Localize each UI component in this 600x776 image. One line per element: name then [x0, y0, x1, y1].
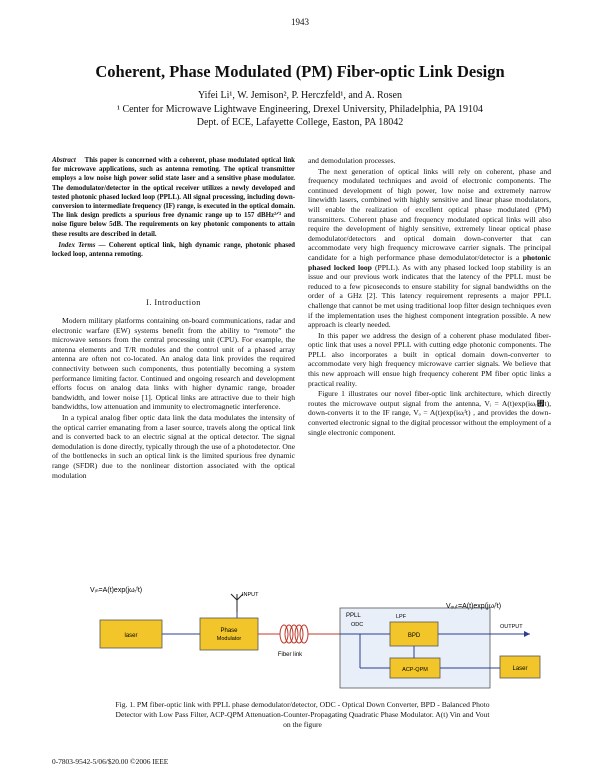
affiliation-2: Dept. of ECE, Lafayette College, Easton, PA 18042: [196, 116, 404, 128]
section-heading: I. Introduction: [146, 298, 201, 307]
caption-line-1: Fig. 1. PM fiber-optic link with PPLL phase demodulator/detector, ODC - Optical Down Converter, BPD - Balanced Photo: [115, 700, 490, 709]
pm-label-1: Phase: [220, 628, 238, 634]
output-label: OUTPUT: [500, 624, 523, 630]
caption-line-2: Detector with Low Pass Filter, ACP-QPM Attenuation-Counter-Propagating Quadratic Phase Modulator. A(t) Vin and Vout: [115, 710, 490, 719]
introduction-column: [52, 316, 295, 481]
page-number: 1943: [291, 17, 309, 27]
pm-label-2: Modulator: [216, 636, 242, 642]
affiliation-1: ¹ Center for Microwave Lightwave Engineering, Drexel University, Philadelphia, PA 19104: [116, 104, 484, 115]
local-laser-label: Laser: [512, 666, 528, 672]
lpf-label: LPF: [396, 614, 407, 620]
ppll-label: PPLL: [346, 613, 361, 619]
right-paragraph-1: [308, 167, 551, 330]
index-terms-label: Index Terms: [58, 241, 96, 249]
abstract-paragraph: [52, 156, 295, 239]
input-label: INPUT: [242, 592, 259, 598]
abstract: [52, 156, 295, 259]
figure-caption: [60, 700, 545, 730]
bpd-label: BPD: [407, 633, 421, 639]
right-paragraph-3: Figure 1 illustrates our novel fiber-optic link architecture, which directly routes the microwave output signal from the antenna, Vᵢ = A(t)exp(iωᵣ₟t), down-converts it to the IF range, Vₒ = A(t)exp(iωᵢᶠt) , and provides the down-converted electronic signal to the digital processor without the employment of a single electronic component.: [308, 389, 551, 437]
vin-label: Vᵢₙ=A(t)exp(jωᵣᶠt): [90, 587, 143, 594]
abstract-label: Abstract: [52, 157, 76, 164]
vout-label: Vₒᵤₜ=A(t)exp(jωᵢᶠt): [446, 603, 502, 610]
odc-label: ODC: [351, 622, 364, 628]
laser-label: laser: [124, 633, 138, 639]
right-paragraph-0: and demodulation processes.: [308, 156, 396, 165]
output-arrow-icon: [524, 631, 530, 637]
phase-modulator-block: [200, 618, 258, 650]
ppll-term: photonic phased locked loop: [308, 252, 551, 272]
right-paragraph-2: In this paper we address the design of a coherent phase modulated fiber-optic link that uses a novel PPLL with cutting edge photonic components. The PPLL also incorporates a built in optical domain down-converter to accommodate very high frequency microwave carrier signals. We believe that this new approach will ensue high frequency coherent PM fiber optic links a practical reality.: [308, 330, 551, 388]
right-paragraph-1-a: The next generation of optical links will rely on coherent, phase and frequency modulated techniques and avoid of electronic components. The continued development of high power, low noise and extremely narrow linewidth lasers, combined with highly sensitive and linear phase modulators, will enable the realization of excellent optical phase modulated (PM) transmitters. Coherent phase and frequency modulated optical links will also require the development of highly sensitive, extremely linear optical phase demodulator/detectors and optical domain down-converter that can accommodate very high frequency microwave carrier signals. The principal candidate for a high performance phase demodulator/detector is a: [308, 166, 551, 262]
intro-paragraph-1: Modern military platforms containing on-board communications, radar and electronic warfare (EW) systems benefit from the ability to “remote” the microwave sensors from the central processing unit (CPU). For example, the antenna elements and T/R modules and the control unit of a phased array antenna are often not co-located. An analog data link provides the required connectivity between such components, thus potentially becoming a system performance limiting factor. Continued and ongoing research and development efforts focus on analog data links with higher dynamic range, broader bandwidth, and lower noise [1]. Optical links are attractive due to their high bandwidths, low attenuation and immunity to electromagnetic interference.: [52, 316, 295, 412]
right-column: [308, 156, 551, 438]
figure-1-diagram: [90, 582, 550, 692]
index-terms-text: — Coherent optical link, high dynamic range, photonic phased locked loop, antenna remoting.: [52, 241, 295, 259]
paper-title: Coherent, Phase Modulated (PM) Fiber-optic Link Design: [95, 62, 505, 81]
abstract-text: This paper is concerned with a coherent, phase modulated optical link for microwave applications, such as antenna remoting. The optical transmitter employs a low noise high power solid state laser and a sensitive phase modulator. The demodulator/detector in the optical receiver utilizes a newly developed and tested photonic phased locked loop (PPLL). All signal processing, including down-conversion to intermediate frequency (IF) range, is executed in the optical domain. The link design predicts a spurious free dynamic range up to 157 dBHz²ᐟ³ and noise figure below 5dB. The requirements on key photonic components to attain these results are described in detail.: [52, 157, 295, 238]
copyright-footer: 0-7803-9542-5/06/$20.00 ©2006 IEEE: [52, 757, 169, 766]
fiber-label: Fiber link: [277, 652, 303, 658]
index-terms: [52, 241, 295, 259]
acp-qpm-label: ACP-QPM: [402, 667, 428, 673]
author-list: Yifei Li¹, W. Jemison², P. Herczfeld¹, and A. Rosen: [198, 90, 402, 101]
affiliations: [20, 104, 580, 129]
intro-paragraph-2: In a typical analog fiber optic data link the data modulates the intensity of the optical carrier emanating from a laser source, travels along the optical link and is converted back to an electric signal at the optical detector. The signal demodulation is done directly, typically through the use of a photodetector. One of the bottlenecks in such an optical link is the limited spurious free dynamic range (SFDR) due to the nonlinear distortion associated with the optical modulation: [52, 412, 295, 480]
fiber-coil-icon: [280, 625, 308, 643]
right-paragraph-1-b: (PPLL). As with any phased locked loop stability is an issue and our previous work indicates that the latency of the PPLL must be reduced to a few picoseconds to ensure stability for signal bandwidths on the order of a GHz [2]. This latency requirement represents a major PPLL challenge that cannot be met using traditional loop filter design techniques even if the implementation uses the highest component integration possible. A new approach is clearly needed.: [308, 262, 551, 330]
caption-line-3: on the figure: [283, 720, 322, 729]
